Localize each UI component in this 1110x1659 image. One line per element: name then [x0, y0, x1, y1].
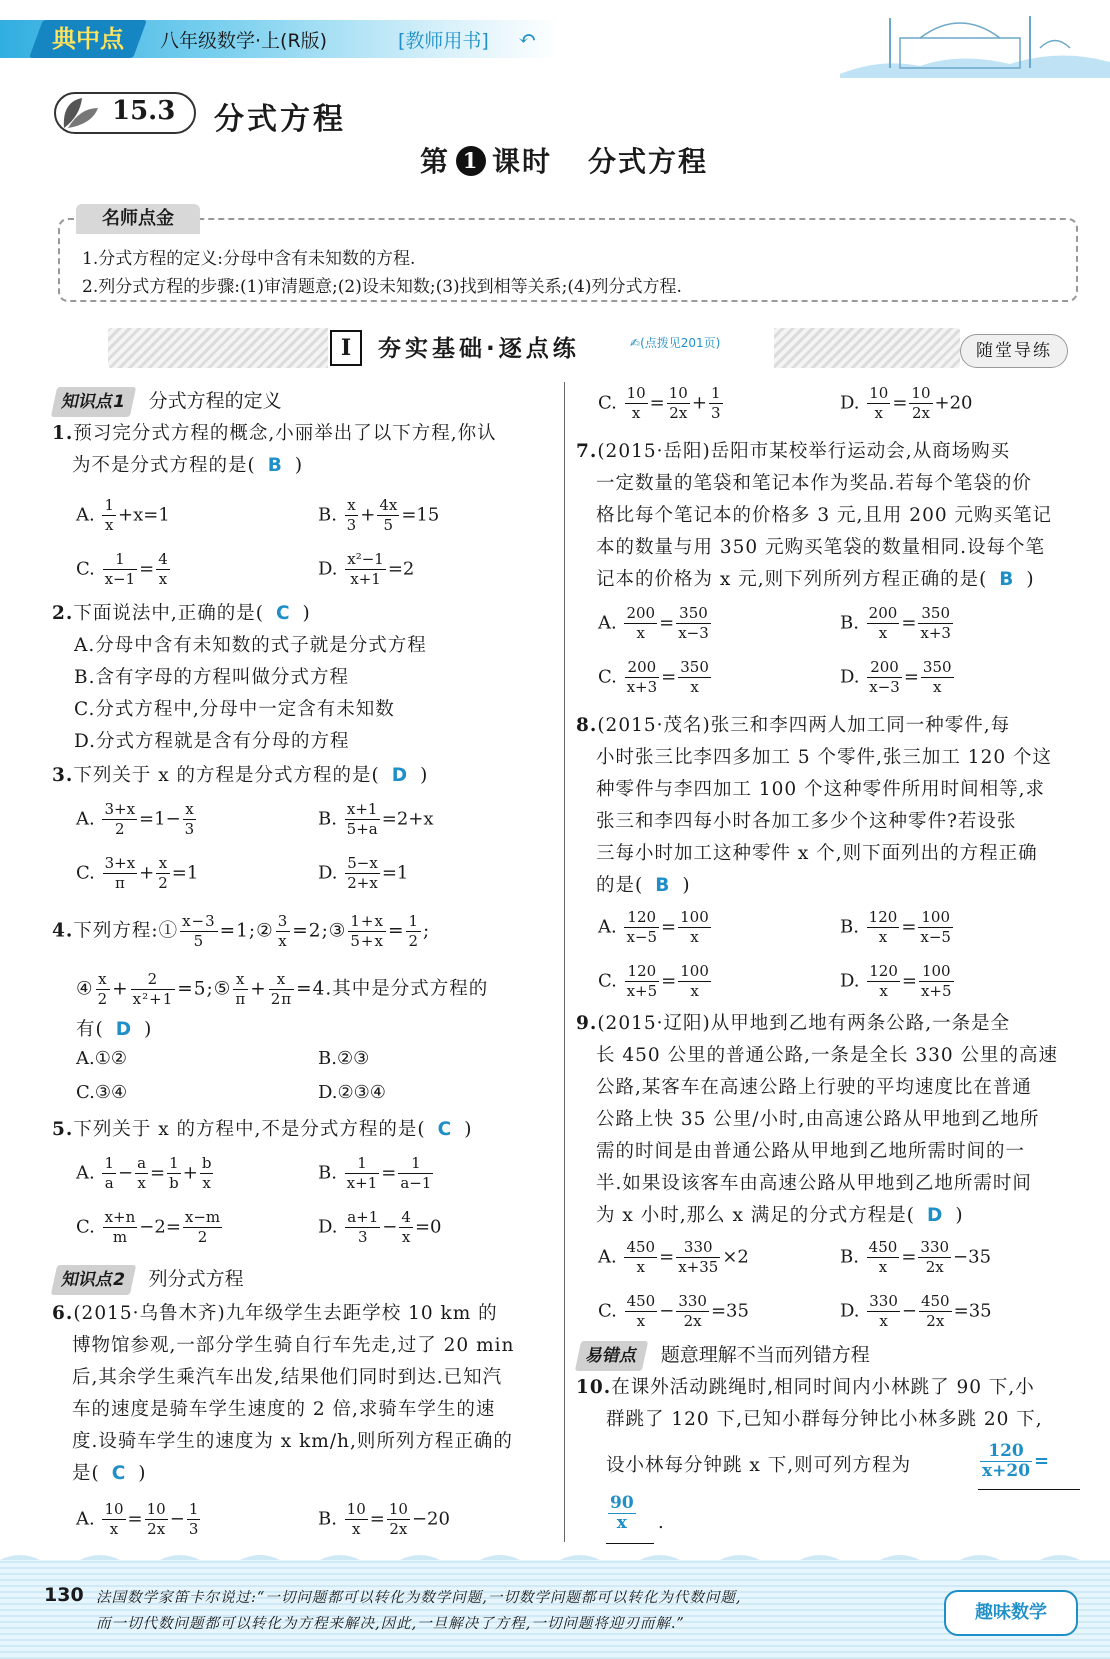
- q2-text: 下面说法中,正确的是(: [73, 603, 264, 624]
- q8-line-1: (2015·茂名)张三和李四两人加工同一种零件,每: [597, 715, 1011, 736]
- q7-option-d: D. $\frac{200}{x-3}$ = $\frac{350}{x}$: [840, 658, 952, 696]
- question-4: 4.下列方程:① $\frac{x-3}{5}$ =1;② $\frac{3}{x}$ =2;③ $\frac{1+x}{5+x}$ = $\frac{1}{2}$ ;: [52, 912, 431, 950]
- lesson-number: 1: [456, 146, 486, 176]
- banner-hint-text: (点拨见201页): [640, 336, 721, 350]
- q4-answer-line: [76, 1014, 152, 1046]
- q6-line-1: (2015·乌鲁木齐)九年级学生去距学校 10 km 的: [73, 1303, 498, 1324]
- q1-option-d: D. $\frac{\text{x²−1}}{x+1}$ =2: [318, 550, 415, 588]
- section-title: 分式方程: [214, 102, 346, 137]
- question-5: [52, 1114, 472, 1146]
- lesson-title: [420, 140, 708, 180]
- q2-option-b: B.含有字母的方程叫做分式方程: [74, 667, 349, 688]
- q2-answer: C: [275, 603, 291, 624]
- footer-quote-2: 而一切代数问题都可以转化为方程来解决,因此,一旦解决了方程,一切问题将迎刃而解.”: [96, 1616, 685, 1632]
- q6-option-b: B. $\frac{10}{x}$ = $\frac{10}{2x}$ −20: [318, 1500, 450, 1538]
- question-3: [52, 760, 428, 792]
- q10-number: 10.: [576, 1377, 612, 1398]
- q3-option-c: C. $\frac{3+x}{\pi}$ + $\frac{x}{2}$ =1: [76, 854, 199, 892]
- kp2-title: 列分式方程: [148, 1268, 244, 1290]
- q5-option-d: D. $\frac{a+1}{3}$ − $\frac{4}{x}$ =0: [318, 1208, 442, 1246]
- q2-option-d: D.分式方程就是含有分母的方程: [74, 731, 350, 752]
- tips-line-1: 1.分式方程的定义:分母中含有未知数的方程.: [82, 249, 416, 269]
- q10-answer-blank-1: [978, 1442, 1080, 1490]
- q8-answer: B: [655, 875, 671, 896]
- q10-end: .: [658, 1512, 664, 1533]
- q3-option-b: B. $\frac{x+1}{5+a}$ =2+x: [318, 800, 434, 838]
- q4-text-3: 有(: [76, 1019, 104, 1040]
- q6-option-c: C. $\frac{10}{x}$ = $\frac{10}{2x}$ + $\frac{1}{3}$: [598, 384, 721, 422]
- brand-logo: [29, 20, 147, 58]
- q8-option-a: A. $\frac{120}{x-5}$ = $\frac{100}{x}$: [598, 908, 709, 946]
- question-7: [576, 436, 1086, 596]
- q6-number: 6.: [52, 1303, 74, 1324]
- q9-line-5: 需的时间是由普通公路从甲地到乙地所需时间的一: [596, 1141, 1026, 1162]
- footer-quote-1: 法国数学家笛卡尔说过:“一切问题都可以转化为数学问题,一切数学问题都可以转化为代数问题,: [96, 1590, 742, 1606]
- q6-line-6: 是(: [72, 1463, 100, 1484]
- page-number: 130: [44, 1584, 84, 1606]
- q10-answer-blank-2: [606, 1494, 654, 1544]
- q3-answer: D: [391, 765, 409, 786]
- kp1-label: 知识点1: [51, 387, 136, 417]
- q10-answer-denominator: x+20: [982, 1461, 1031, 1481]
- kp2-label: 知识点2: [51, 1265, 136, 1295]
- q9-line-7: 为 x 小时,那么 x 满足的分式方程是(: [596, 1205, 915, 1226]
- q9-line-1: (2015·辽阳)从甲地到乙地有两条公路,一条是全: [597, 1013, 1011, 1034]
- lesson-prefix: 第: [420, 145, 451, 178]
- q5-answer: C: [437, 1119, 453, 1140]
- question-1: [52, 418, 558, 482]
- knowledge-point-1: [54, 386, 282, 417]
- q9-close: ): [955, 1205, 964, 1226]
- q8-option-d: D. $\frac{120}{x}$ = $\frac{100}{x+5}$: [840, 962, 952, 1000]
- q8-option-c: C. $\frac{120}{x+5}$ = $\frac{100}{x}$: [598, 962, 709, 1000]
- q6-answer: C: [111, 1463, 127, 1484]
- lesson-suffix: 课时: [492, 145, 553, 178]
- q7-line-3: 格比每个笔记本的价格多 3 元,且用 200 元购买笔记: [596, 505, 1052, 526]
- banner-hint: ✍(点拨见201页): [630, 336, 721, 350]
- q7-line-1: (2015·岳阳)岳阳市某校举行运动会,从商场购买: [597, 441, 1011, 462]
- q2-option-a: A.分母中含有未知数的式子就是分式方程: [74, 635, 427, 656]
- question-4-cont: ④ $\frac{x}{2}$ + $\frac{2}{\text{x²+1}}$ =5;⑤ $\frac{x}{\pi}$ + $\frac{x}{2\pi}$ =4.其中是分式方程的: [76, 970, 489, 1008]
- question-6: [52, 1298, 562, 1490]
- q10-line-1: 在课外活动跳绳时,相同时间内小林跳了 90 下,小: [611, 1377, 1035, 1398]
- q6-line-5: 度.设骑车学生的速度为 x km/h,则所列方程正确的: [72, 1431, 513, 1452]
- q2-option-c: C.分式方程中,分母中一定含有未知数: [74, 699, 395, 720]
- q2-number: 2.: [52, 603, 74, 624]
- section-number: 15.3: [112, 96, 176, 126]
- banner-title: 夯实基础·逐点练: [378, 336, 580, 362]
- q4-option-a: A.①②: [76, 1048, 127, 1069]
- q1-close: ): [294, 455, 304, 476]
- error-point: [578, 1340, 870, 1371]
- q1-option-c: C. $\frac{1}{x-1}$ = $\frac{4}{x}$: [76, 550, 168, 588]
- q3-option-a: A. $\frac{3+x}{2}$ =1− $\frac{x}{3}$: [76, 800, 195, 838]
- tips-tab: 名师点金: [76, 204, 200, 234]
- q1-text-1: 预习完分式方程的概念,小丽举出了以下方程,你认: [73, 423, 497, 444]
- q7-close: ): [1026, 569, 1035, 590]
- q3-close: ): [420, 765, 429, 786]
- q8-line-3: 种零件与李四加工 100 个这种零件所用时间相等,求: [596, 779, 1045, 800]
- q7-line-2: 一定数量的笔袋和笔记本作为奖品.若每个笔袋的价: [596, 473, 1032, 494]
- q6-line-3: 后,其余学生乘汽车出发,结果他们同时到达.已知汽: [72, 1367, 503, 1388]
- q5-option-a: A. $\frac{1}{a}$ − $\frac{a}{x}$ = $\frac{1}{b}$ + $\frac{b}{x}$: [76, 1154, 212, 1192]
- q4-close: ): [144, 1019, 153, 1040]
- q1-option-b: B. $\frac{x}{3}$ + $\frac{4x}{5}$ =15: [318, 496, 440, 534]
- q8-line-4: 张三和李四每小时各加工多少个这种零件?若设张: [596, 811, 1017, 832]
- knowledge-point-2: [54, 1264, 244, 1295]
- q9-answer: D: [927, 1205, 944, 1226]
- q9-option-d: D. $\frac{330}{x}$ − $\frac{450}{2x}$ =35: [840, 1292, 992, 1330]
- q6-line-4: 车的速度是骑车学生速度的 2 倍,求骑车学生的速: [72, 1399, 496, 1420]
- q9-line-6: 半.如果设该客车由高速公路从甲地到乙地所需时间: [596, 1173, 1032, 1194]
- q10-line-3: 设小林每分钟跳 x 下,则可列方程为: [606, 1455, 912, 1476]
- q7-line-5: 记本的价格为 x 元,则下列所列方程正确的是(: [596, 569, 988, 590]
- q6-option-d: D. $\frac{10}{x}$ = $\frac{10}{2x}$ +20: [840, 384, 973, 422]
- column-divider: [564, 382, 565, 1542]
- q10-answer-equals: =: [1034, 1450, 1050, 1472]
- q10-answer-numerator: 120: [980, 1442, 1032, 1462]
- banner-tag: 随堂导练: [960, 334, 1068, 368]
- q7-number: 7.: [576, 441, 598, 462]
- question-8: [576, 710, 1086, 902]
- q4-text: 下列方程:: [73, 920, 159, 942]
- q9-option-a: A. $\frac{450}{x}$ = $\frac{330}{x+35}$ ×2: [598, 1238, 749, 1276]
- q4-option-d: D.②③④: [318, 1082, 386, 1103]
- q1-number: 1.: [52, 423, 74, 444]
- q8-line-5: 三每小时加工这种零件 x 个,则下面列出的方程正确: [596, 843, 1038, 864]
- q1-text-2: 为不是分式方程的是(: [72, 455, 256, 476]
- q5-text: 下列关于 x 的方程中,不是分式方程的是(: [73, 1119, 426, 1140]
- q7-line-4: 本的数量与用 350 元购买笔袋的数量相同.设每个笔: [596, 537, 1045, 558]
- lesson-name: 分式方程: [588, 145, 709, 178]
- q6-close: ): [138, 1463, 147, 1484]
- banner-roman: I: [330, 330, 362, 366]
- q7-option-b: B. $\frac{200}{x}$ = $\frac{350}{x+3}$: [840, 604, 951, 642]
- q9-option-c: C. $\frac{450}{x}$ − $\frac{330}{2x}$ =35: [598, 1292, 749, 1330]
- q9-line-4: 公路上快 35 公里/小时,由高速公路从甲地到乙地所: [596, 1109, 1040, 1130]
- q7-option-c: C. $\frac{200}{x+3}$ = $\frac{350}{x}$: [598, 658, 709, 696]
- q9-line-3: 公路,某客车在高速公路上行驶的平均速度比在普通: [596, 1077, 1032, 1098]
- q3-option-d: D. $\frac{5-x}{2+x}$ =1: [318, 854, 409, 892]
- kp1-title: 分式方程的定义: [148, 390, 282, 412]
- q9-line-2: 长 450 公里的普通公路,一条是全长 330 公里的高速: [596, 1045, 1059, 1066]
- q8-line-6: 的是(: [596, 875, 644, 896]
- q4-answer: D: [115, 1019, 133, 1040]
- q5-number: 5.: [52, 1119, 74, 1140]
- q6-option-a: A. $\frac{10}{x}$ = $\frac{10}{2x}$ − $\frac{1}{3}$: [76, 1500, 199, 1538]
- kp3-title: 题意理解不当而列错方程: [660, 1344, 870, 1366]
- q3-number: 3.: [52, 765, 74, 786]
- q4-text-2: .其中是分式方程的: [325, 978, 489, 1000]
- q8-line-2: 小时张三比李四多加工 5 个零件,张三加工 120 个这: [596, 747, 1052, 768]
- q10-answer2-numerator: 90: [610, 1493, 634, 1513]
- q10-line-2: 群跳了 120 下,已知小群每分钟比小林多跳 20 下,: [606, 1409, 1043, 1430]
- q4-number: 4.: [52, 920, 74, 942]
- q9-number: 9.: [576, 1013, 598, 1034]
- q8-close: ): [682, 875, 691, 896]
- leaf-icon: [58, 94, 108, 132]
- question-2: [52, 598, 558, 758]
- q1-option-a: A. $\frac{1}{x}$ +x=1: [76, 496, 170, 534]
- book-title: 八年级数学·上(R版): [160, 30, 328, 52]
- question-10: [576, 1372, 1086, 1436]
- q10-answer2-denominator: x: [616, 1513, 627, 1533]
- q4-option-c: C.③④: [76, 1082, 128, 1103]
- q8-number: 8.: [576, 715, 598, 736]
- return-arrow-icon: ↶: [518, 27, 537, 52]
- q5-close: ): [464, 1119, 473, 1140]
- kp3-label: 易错点: [575, 1341, 648, 1371]
- skyline-illustration: [840, 8, 1110, 78]
- q3-text: 下列关于 x 的方程是分式方程的是(: [73, 765, 380, 786]
- q5-option-c: C. $\frac{x+n}{m}$ −2= $\frac{x-m}{2}$: [76, 1208, 221, 1246]
- tips-line-2: 2.列分式方程的步骤:(1)审清题意;(2)设未知数;(3)找到相等关系;(4)列分式方程.: [82, 277, 682, 297]
- q8-option-b: B. $\frac{120}{x}$ = $\frac{100}{x-5}$: [840, 908, 951, 946]
- question-9: [576, 1008, 1086, 1232]
- q7-answer: B: [999, 569, 1015, 590]
- brand-logo-text: 典中点: [52, 25, 124, 53]
- q1-answer: B: [267, 455, 283, 476]
- q7-option-a: A. $\frac{200}{x}$ = $\frac{350}{x-3}$: [598, 604, 709, 642]
- q4-option-b: B.②③: [318, 1048, 370, 1069]
- edition-label: [教师用书]: [398, 30, 489, 52]
- q9-option-b: B. $\frac{450}{x}$ = $\frac{330}{2x}$ −35: [840, 1238, 992, 1276]
- fun-math-badge: 趣味数学: [944, 1590, 1078, 1636]
- q5-option-b: B. $\frac{1}{x+1}$ = $\frac{1}{a-1}$: [318, 1154, 432, 1192]
- q6-line-2: 博物馆参观,一部分学生骑自行车先走,过了 20 min: [72, 1335, 515, 1356]
- q2-close: ): [302, 603, 311, 624]
